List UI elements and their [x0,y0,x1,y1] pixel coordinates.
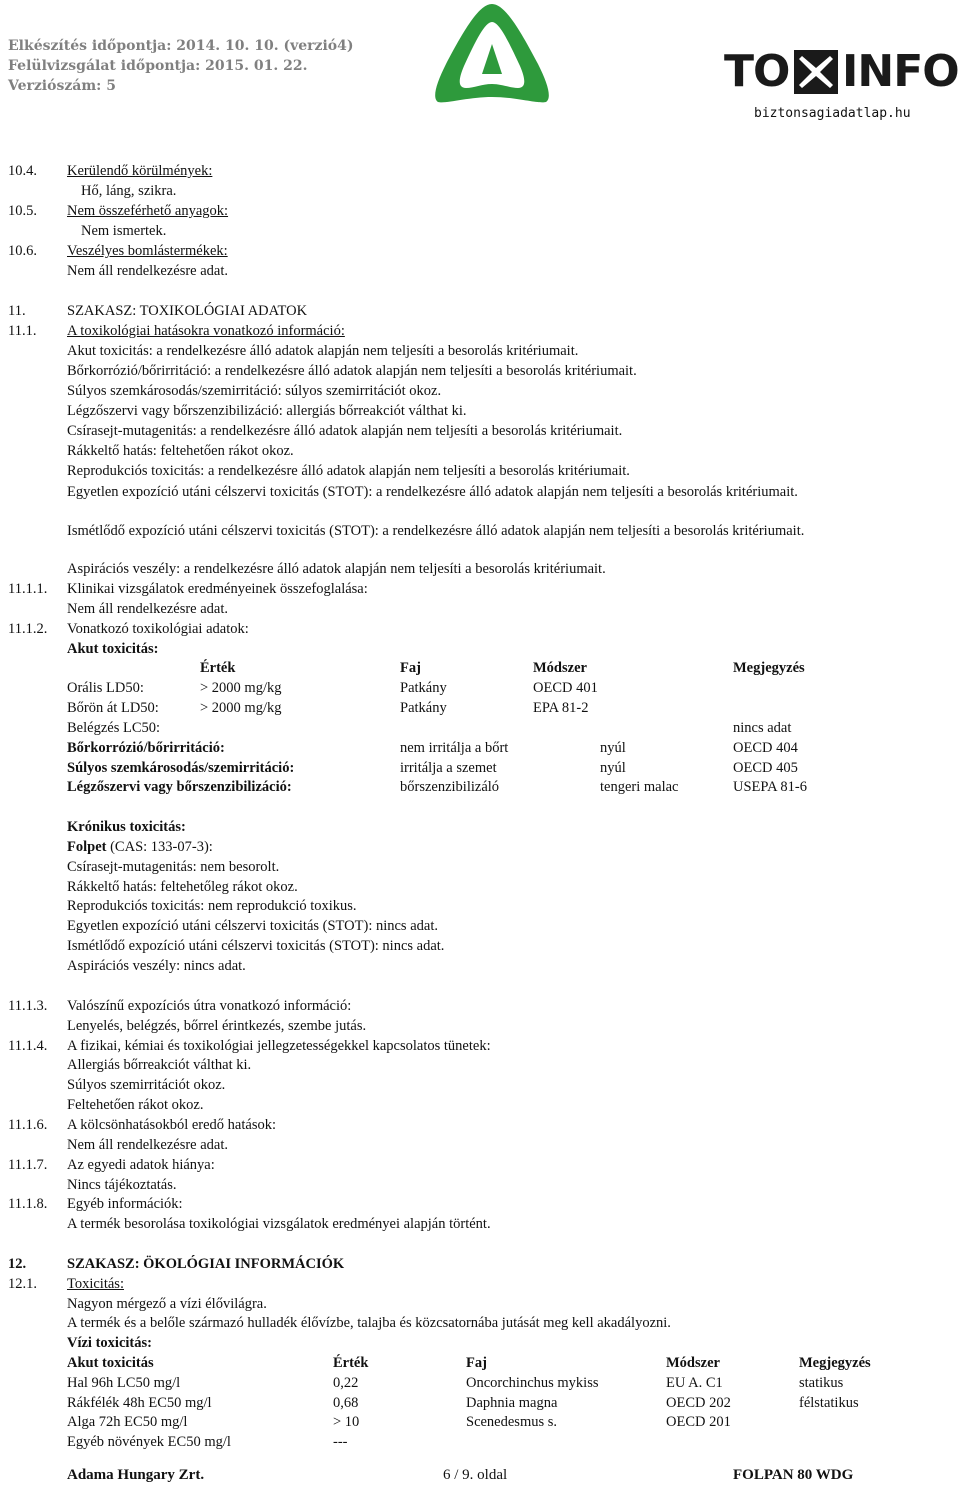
section-11-number: 11. [8,303,26,319]
acute-row-oral-method: OECD 401 [533,680,598,696]
eco-line-1: Nagyon mérgező a vízi élővilágra. [67,1296,267,1312]
footer-product-name: FOLPAN 80 WDG [733,1467,854,1483]
toxinfo-logo-info: INFO [842,46,959,97]
section-11-1-2-number: 11.1.2. [8,621,48,637]
acute-row-dermal-label: Bőrön át LD50: [67,700,159,716]
irritation-row-sensitisation-result: bőrszenzibilizáló [400,779,500,795]
acute-row-oral-label: Orális LD50: [67,680,144,696]
section-11-1-1-number: 11.1.1. [8,581,48,597]
eco-line-2: A termék és a belőle származó hulladék élővízbe, talajba és közcsatornába jutását meg kell akadályozni. [67,1315,671,1331]
aquatic-header-acute: Akut toxicitás [67,1355,154,1371]
section-12-1-title: Toxicitás: [67,1276,124,1292]
section-11-1-3-title: Valószínű expozíciós útra vonatkozó információ: [67,998,352,1014]
acute-row-inhalation-label: Belégzés LC50: [67,720,161,736]
folpet-name: Folpet [67,839,107,855]
acute-row-dermal-value: > 2000 mg/kg [200,700,282,716]
section-11-1-8-text: A termék besorolása toxikológiai vizsgálatok eredményei alapján történt. [67,1216,491,1232]
irritation-row-sensitisation-method: USEPA 81-6 [733,779,808,795]
irritation-row-skin-result: nem irritálja a bőrt [400,740,509,756]
aquatic-row-plants-test: Egyéb növények EC50 mg/l [67,1434,231,1450]
toxinfo-logo-to: TO [724,46,790,97]
chronic-line-stot-single: Egyetlen expozíció utáni célszervi toxicitás (STOT): nincs adat. [67,918,438,934]
section-11-1-4-line-2: Súlyos szemirritációt okoz. [67,1077,226,1093]
acute-header-method: Módszer [533,660,587,676]
aquatic-row-algae-species: Scenedesmus s. [466,1414,558,1430]
section-11-1-8-title: Egyéb információk: [67,1196,183,1212]
section-11-1-4-number: 11.1.4. [8,1038,48,1054]
aquatic-header-value: Érték [333,1355,369,1371]
section-11-1-7-number: 11.1.7. [8,1157,48,1173]
section-11-1-title: A toxikológiai hatásokra vonatkozó információ: [67,323,345,339]
section-11-1-6-title: A kölcsönhatásokból eredő hatások: [67,1117,276,1133]
aquatic-row-fish-remark: statikus [799,1375,844,1391]
section-11-1-1-title: Klinikai vizsgálatok eredményeinek összefoglalása: [67,581,368,597]
section-11-1-7-title: Az egyedi adatok hiánya: [67,1157,215,1173]
chronic-line-mutagenicity: Csírasejt-mutagenitás: nem besorolt. [67,859,280,875]
acute-header-value: Érték [200,660,236,676]
section-11-1-3-text: Lenyelés, belégzés, bőrrel érintkezés, szembe jutás. [67,1018,367,1034]
version-number: Verziószám: 5 [8,78,116,94]
section-11-title: SZAKASZ: TOXIKOLÓGIAI ADATOK [67,303,308,319]
aquatic-row-algae-test: Alga 72h EC50 mg/l [67,1414,188,1430]
acute-row-oral-species: Patkány [400,680,447,696]
irritation-row-sensitisation-label: Légzőszervi vagy bőrszenzibilizáció: [67,779,292,795]
section-11-1-number: 11.1. [8,323,37,339]
section-12-title: SZAKASZ: ÖKOLÓGIAI INFORMÁCIÓK [67,1256,345,1272]
tox-line-acute: Akut toxicitás: a rendelkezésre álló adatok alapján nem teljesíti a besorolás kritériumait. [67,343,579,359]
irritation-row-eye-result: irritálja a szemet [400,760,497,776]
section-11-1-2-title: Vonatkozó toxikológiai adatok: [67,621,249,637]
aquatic-toxicity-label: Vízi toxicitás: [67,1335,152,1351]
tox-line-sensitisation: Légzőszervi vagy bőrszenzibilizáció: allergiás bőrreakciót válthat ki. [67,403,467,419]
tox-line-eye: Súlyos szemkárosodás/szemirritáció: súlyos szemirritációt okoz. [67,383,442,399]
tox-aspiration: Aspirációs veszély: a rendelkezésre álló adatok alapján nem teljesíti a besorolás kritériumait. [67,561,606,577]
irritation-row-sensitisation-species: tengeri malac [600,779,679,795]
irritation-row-eye-label: Súlyos szemkárosodás/szemirritáció: [67,760,295,776]
section-11-1-7-text: Nincs tájékoztatás. [67,1177,177,1193]
chronic-line-stot-repeated: Ismétlődő expozíció utáni célszervi toxicitás (STOT): nincs adat. [67,938,445,954]
irritation-row-skin-species: nyúl [600,740,626,756]
acute-header-remark: Megjegyzés [733,660,805,676]
aquatic-row-algae-method: OECD 201 [666,1414,731,1430]
chronic-line-carcinogenicity: Rákkeltő hatás: feltehetőleg rákot okoz. [67,879,298,895]
aquatic-row-fish-method: EU A. C1 [666,1375,723,1391]
irritation-row-eye-species: nyúl [600,760,626,776]
tox-line-mutagenicity: Csírasejt-mutagenitás: a rendelkezésre álló adatok alapján nem teljesíti a besorolás kritériumait. [67,423,623,439]
section-10-5-title: Nem összeférhető anyagok: [67,203,229,219]
acute-row-dermal-method: EPA 81-2 [533,700,589,716]
aquatic-header-species: Faj [466,1355,487,1371]
footer-page-number: 6 / 9. oldal [443,1467,508,1483]
aquatic-row-fish-test: Hal 96h LC50 mg/l [67,1375,181,1391]
tox-line-carcinogenicity: Rákkeltő hatás: feltehetően rákot okoz. [67,443,294,459]
prepared-date: Elkészítés időpontja: 2014. 10. 10. (verzió4) [8,38,354,54]
aquatic-row-fish-value: 0,22 [333,1375,359,1391]
tox-stot-single: Egyetlen expozíció utáni célszervi toxicitás (STOT): a rendelkezésre álló adatok alapján nem teljesíti a besorolás kritériumait. [67,484,798,500]
irritation-row-eye-method: OECD 405 [733,760,798,776]
irritation-row-skin-method: OECD 404 [733,740,798,756]
aquatic-row-algae-value: > 10 [333,1414,360,1430]
section-10-4-title: Kerülendő körülmények: [67,163,213,179]
chronic-line-reproductive: Reprodukciós toxicitás: nem reprodukció toxikus. [67,898,357,914]
aquatic-row-crustacea-value: 0,68 [333,1395,359,1411]
aquatic-row-crustacea-test: Rákfélék 48h EC50 mg/l [67,1395,212,1411]
aquatic-row-plants-value: --- [333,1434,348,1450]
folpet-cas: (CAS: 133-07-3): [106,839,213,855]
section-10-4-number: 10.4. [8,163,37,179]
section-11-1-8-number: 11.1.8. [8,1196,48,1212]
footer-company: Adama Hungary Zrt. [67,1467,205,1483]
tox-line-reproductive: Reprodukciós toxicitás: a rendelkezésre álló adatok alapján nem teljesíti a besorolás kritériumait. [67,463,630,479]
aquatic-header-remark: Megjegyzés [799,1355,871,1371]
site-url: biztonsagiadatlap.hu [754,106,911,121]
irritation-row-skin-label: Bőrkorrózió/bőrirritáció: [67,740,225,756]
section-12-1-number: 12.1. [8,1276,37,1292]
aquatic-row-crustacea-species: Daphnia magna [466,1395,558,1411]
section-10-5-number: 10.5. [8,203,37,219]
acute-toxicity-label: Akut toxicitás: [67,641,159,657]
acute-row-dermal-species: Patkány [400,700,447,716]
adama-logo-icon [422,0,562,108]
review-date: Felülvizsgálat időpontja: 2015. 01. 22. [8,58,308,74]
aquatic-row-crustacea-remark: félstatikus [799,1395,859,1411]
aquatic-header-method: Módszer [666,1355,720,1371]
section-10-6-number: 10.6. [8,243,37,259]
section-10-4-text: Hő, láng, szikra. [81,183,177,199]
acute-row-inhalation-remark: nincs adat [733,720,792,736]
section-11-1-4-line-1: Allergiás bőrreakciót válthat ki. [67,1057,252,1073]
section-11-1-6-number: 11.1.6. [8,1117,48,1133]
section-11-1-4-line-3: Feltehetően rákot okoz. [67,1097,204,1113]
tox-stot-repeated: Ismétlődő expozíció utáni célszervi toxicitás (STOT): a rendelkezésre álló adatok alapján nem teljesíti a besorolás kritériumait. [67,523,805,539]
hazard-x-icon [794,50,838,94]
tox-line-skin: Bőrkorrózió/bőrirritáció: a rendelkezésre álló adatok alapján nem teljesíti a besorolás kritériumait. [67,363,637,379]
acute-row-oral-value: > 2000 mg/kg [200,680,282,696]
section-10-6-title: Veszélyes bomlástermékek: [67,243,228,259]
section-11-1-4-title: A fizikai, kémiai és toxikológiai jellegzetességekkel kapcsolatos tünetek: [67,1038,491,1054]
folpet-line [67,839,213,856]
aquatic-row-crustacea-method: OECD 202 [666,1395,731,1411]
chronic-line-aspiration: Aspirációs veszély: nincs adat. [67,958,246,974]
section-11-1-6-text: Nem áll rendelkezésre adat. [67,1137,229,1153]
section-10-5-text: Nem ismertek. [81,223,167,239]
section-11-1-3-number: 11.1.3. [8,998,48,1014]
section-10-6-text: Nem áll rendelkezésre adat. [67,263,229,279]
chronic-toxicity-label: Krónikus toxicitás: [67,819,186,835]
aquatic-row-fish-species: Oncorchinchus mykiss [466,1375,599,1391]
section-11-1-1-text: Nem áll rendelkezésre adat. [67,601,229,617]
section-12-number: 12. [8,1256,27,1272]
acute-header-species: Faj [400,660,421,676]
